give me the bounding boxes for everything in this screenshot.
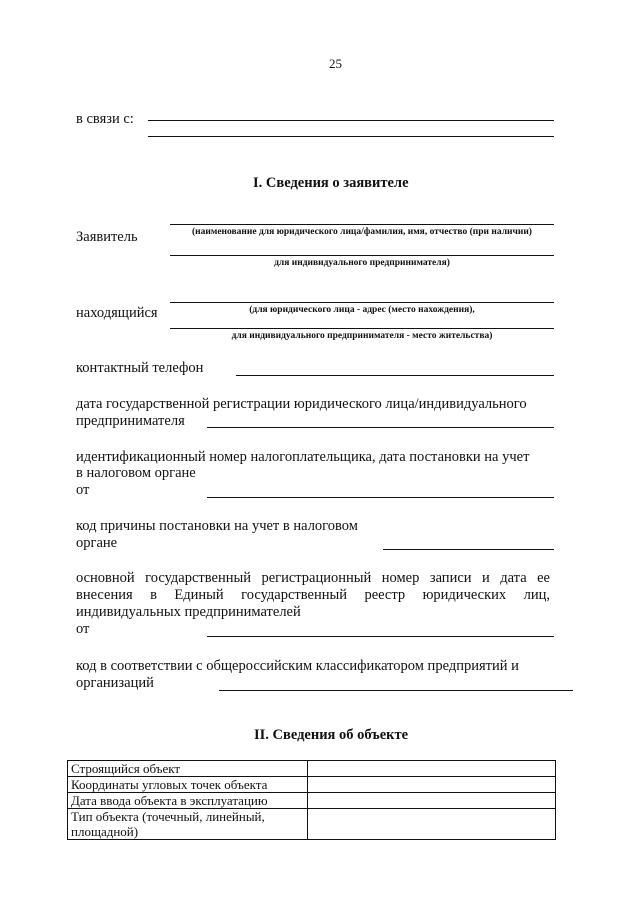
- ogrn-field-line[interactable]: [207, 636, 554, 637]
- located-hint-1: (для юридического лица - адрес (место нахождения),: [249, 305, 475, 315]
- object-row-value[interactable]: [308, 809, 556, 840]
- object-row-label: Тип объекта (точечный, линейный, площадной): [68, 809, 308, 840]
- located-line-1[interactable]: [170, 302, 554, 303]
- table-row: [68, 793, 556, 809]
- applicant-hint-2: для индивидуального предпринимателя): [274, 258, 450, 268]
- located-hint-2: для индивидуального предпринимателя - место жительства): [231, 331, 493, 341]
- located-line-2[interactable]: [170, 328, 554, 329]
- okpo-line-1: код в соответствии с общероссийским классификатором предприятий и: [76, 658, 519, 674]
- okpo-field-line[interactable]: [219, 690, 573, 691]
- ogrn-line-1: основной государственный регистрационный номер записи и дата ее: [76, 570, 550, 586]
- inn-line-2: в налоговом органе: [76, 465, 196, 481]
- in-connection-line-1[interactable]: [148, 120, 554, 121]
- object-row-label: Строящийся объект: [68, 761, 308, 777]
- okpo-line-2: организаций: [76, 675, 154, 691]
- table-row: [68, 777, 556, 793]
- phone-line[interactable]: [236, 375, 554, 376]
- ogrn-line-4: от: [76, 621, 90, 637]
- object-row-value[interactable]: [308, 761, 556, 777]
- kpp-line-1: код причины постановки на учет в налоговом: [76, 518, 358, 534]
- ogrn-line-3: индивидуальных предпринимателей: [76, 604, 301, 620]
- located-label: находящийся: [76, 305, 158, 321]
- object-row-label: Координаты угловых точек объекта: [68, 777, 308, 793]
- inn-field-line[interactable]: [207, 497, 554, 498]
- table-row: [68, 761, 556, 777]
- applicant-line-2[interactable]: [170, 255, 554, 256]
- reg-date-field-line[interactable]: [207, 427, 554, 428]
- in-connection-label: в связи с:: [76, 111, 134, 127]
- object-row-label: Дата ввода объекта в эксплуатацию: [68, 793, 308, 809]
- section2-heading: II. Сведения об объекте: [254, 727, 409, 743]
- object-table: [67, 760, 556, 840]
- kpp-field-line[interactable]: [383, 549, 554, 550]
- section1-heading: I. Сведения о заявителе: [253, 175, 409, 191]
- reg-date-line-1: дата государственной регистрации юридического лица/индивидуального: [76, 396, 527, 412]
- page-number: 25: [329, 56, 342, 71]
- object-row-value[interactable]: [308, 793, 556, 809]
- applicant-label: Заявитель: [76, 229, 138, 245]
- table-row: [68, 809, 556, 840]
- inn-line-3: от: [76, 482, 90, 498]
- kpp-line-2: органе: [76, 535, 118, 551]
- phone-label: контактный телефон: [76, 360, 204, 376]
- applicant-hint-1: (наименование для юридического лица/фамилия, имя, отчество (при наличии): [192, 227, 532, 237]
- applicant-line-1[interactable]: [170, 224, 554, 225]
- inn-line-1: идентификационный номер налогоплательщика, дата постановки на учет: [76, 449, 530, 465]
- ogrn-line-2: внесения в Единый государственный реестр юридических лиц,: [76, 587, 550, 603]
- reg-date-line-2: предпринимателя: [76, 413, 185, 429]
- in-connection-line-2[interactable]: [148, 136, 554, 137]
- object-row-value[interactable]: [308, 777, 556, 793]
